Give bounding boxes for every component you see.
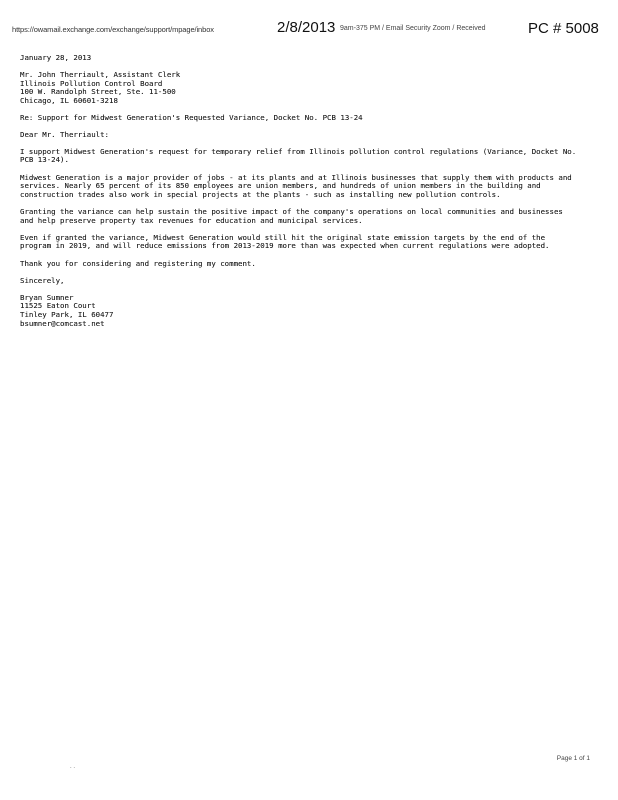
signature-block bbox=[20, 294, 580, 328]
address-line: Chicago, IL 60601-3218 bbox=[20, 95, 118, 105]
re-line: Re: Support for Midwest Generation's Requested Variance, Docket No. PCB 13-24 bbox=[20, 112, 363, 122]
letter-body bbox=[20, 54, 580, 328]
signature-line: Tinley Park, IL 60477 bbox=[20, 309, 114, 319]
recipient-address bbox=[20, 71, 580, 105]
closing: Sincerely, bbox=[20, 275, 65, 285]
paragraph: Granting the variance can help sustain the positive impact of the company's operations on local communities and businesses and help preserve property tax revenues for education and municipal services. bbox=[20, 206, 563, 225]
page-number: Page 1 of 1 bbox=[556, 755, 590, 762]
paragraph: Even if granted the variance, Midwest Generation would still hit the original state emission targets by the end of the program in 2019, and will reduce emissions from 2013-2019 more than was expected when current regulations were adopted. bbox=[20, 232, 550, 251]
address-line: Mr. John Therriault, Assistant Clerk bbox=[20, 70, 181, 80]
signature-line: bsumner@comcast.net bbox=[20, 318, 105, 328]
paragraph: I support Midwest Generation's request for temporary relief from Illinois pollution control regulations (Variance, Docket No. PCB 13-24). bbox=[20, 146, 577, 165]
paragraph: Midwest Generation is a major provider of jobs - at its plants and at Illinois businesses that supply them with products and services. Nearly 65 percent of its 850 employees are union members, and hundreds of union members in the building and construction trades also work in special projects at the plants - such as installing new pollution controls. bbox=[20, 172, 572, 199]
letter-date: January 28, 2013 bbox=[20, 53, 92, 62]
pc-number: PC # 5008 bbox=[528, 20, 599, 37]
fax-date: 2/8/2013 bbox=[277, 19, 336, 36]
address-line: Illinois Pollution Control Board bbox=[20, 78, 163, 88]
salutation: Dear Mr. Therriault: bbox=[20, 129, 109, 139]
signature-line: Bryan Sumner bbox=[20, 292, 74, 302]
paragraph: Thank you for considering and registering my comment. bbox=[20, 258, 256, 268]
address-line: 100 W. Randolph Street, Ste. 11-500 bbox=[20, 87, 176, 97]
fax-transmission-meta: 9am-375 PM / Email Security Zoom / Received bbox=[340, 25, 486, 32]
fax-header bbox=[12, 19, 612, 41]
footer-mark: . . bbox=[70, 764, 76, 770]
signature-line: 11525 Eaton Court bbox=[20, 301, 96, 311]
fax-url: https://owamail.exchange.com/exchange/support/mpage/inbox bbox=[12, 25, 214, 34]
